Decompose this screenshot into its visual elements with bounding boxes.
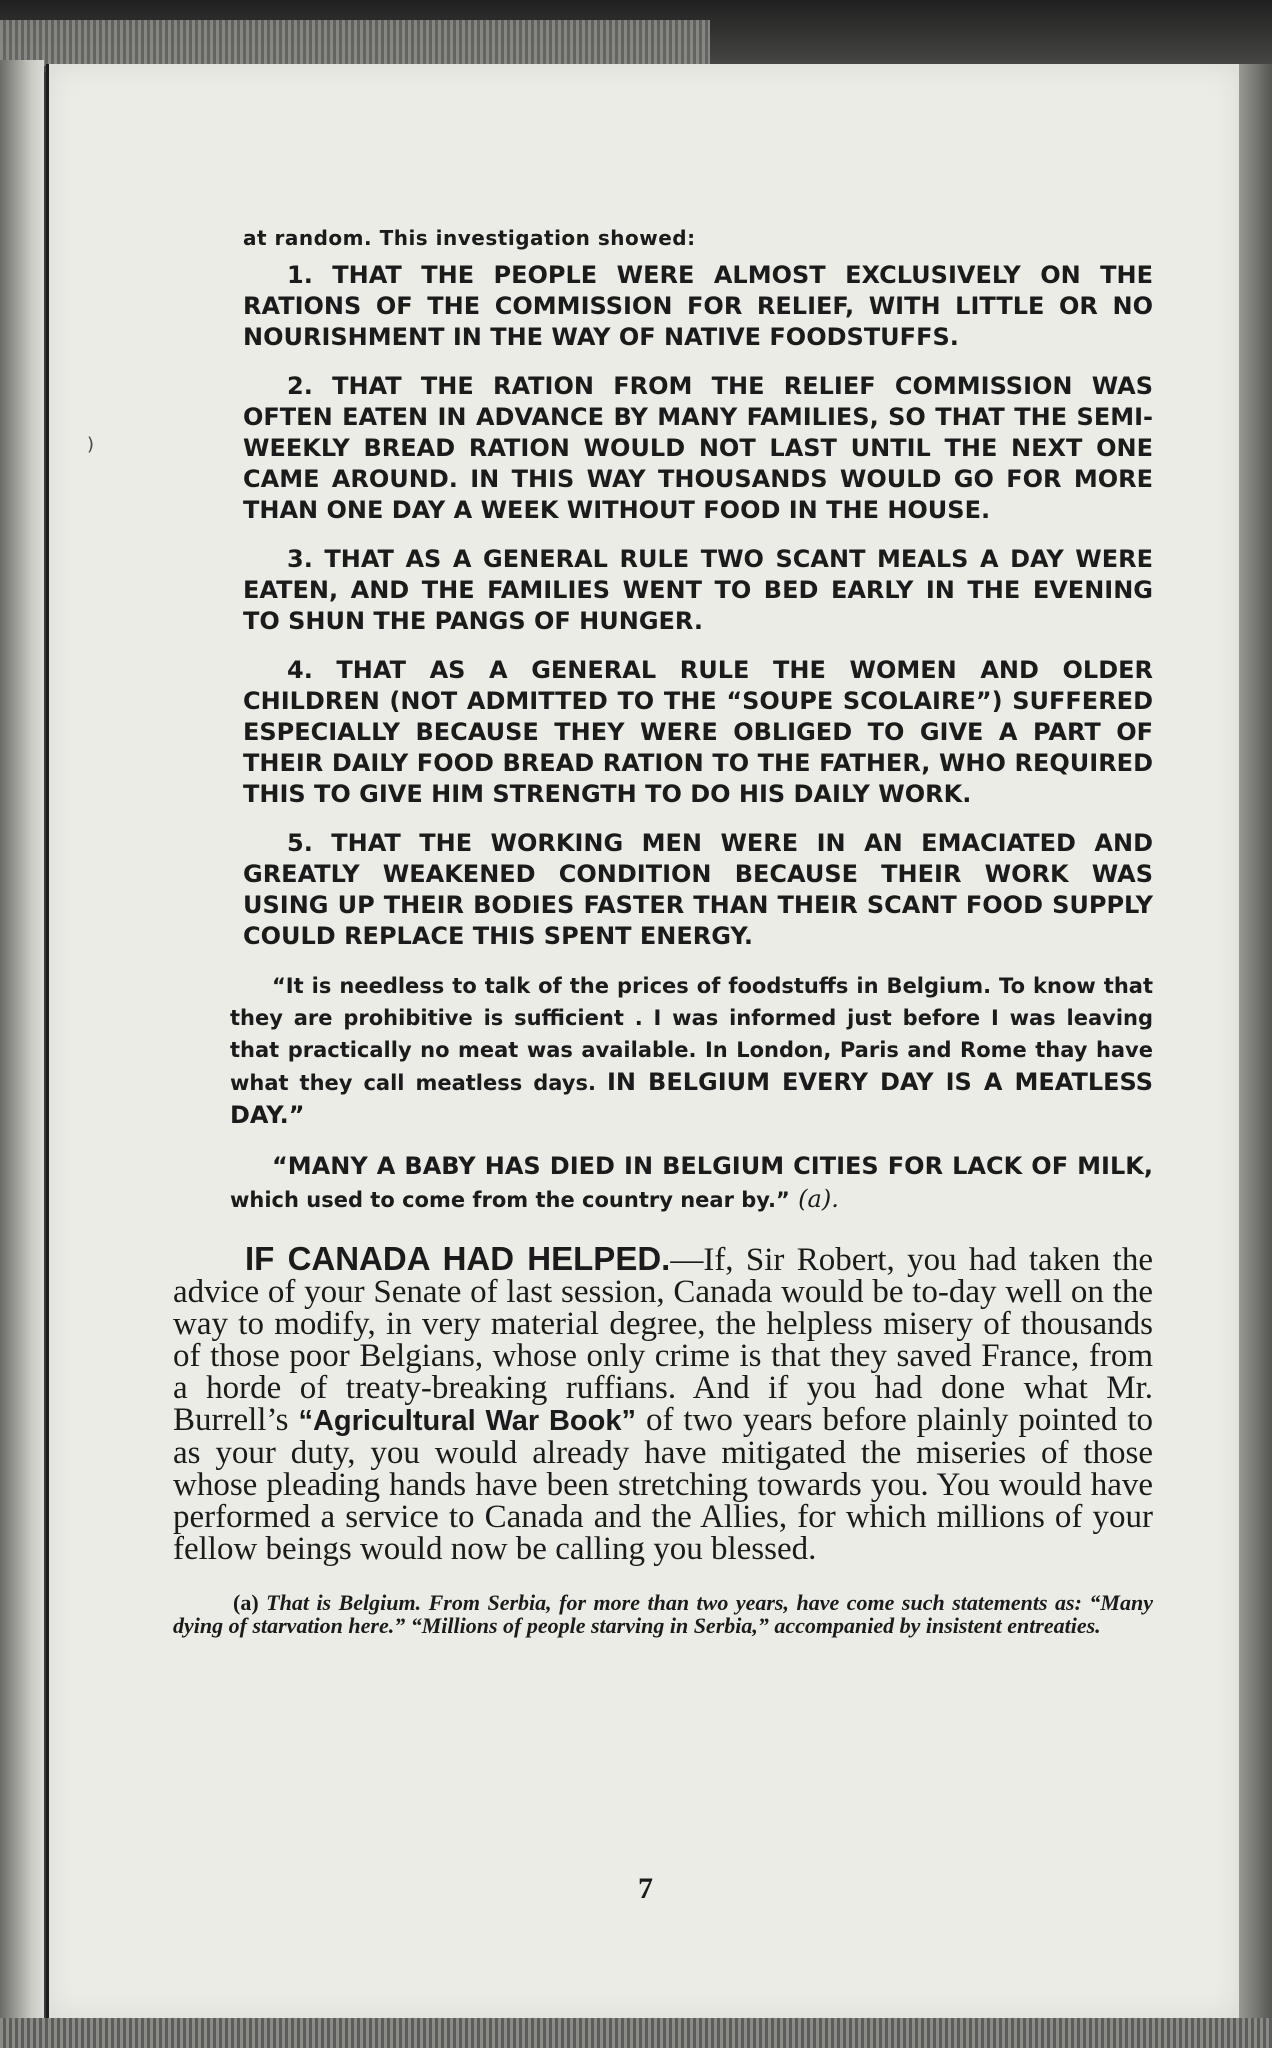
footnote-reference: (a).	[798, 1185, 839, 1213]
finding-item-4: 4. THAT AS A GENERAL RULE THE WOMEN AND OLDER CHILDREN (NOT ADMITTED TO THE “SOUPE SCOLAIRE”) SUFFERED ESPECIALLY BECAUSE THEY WERE OBLIGED TO GIVE A PART OF THEIR DAILY FOOD BREAD RATION TO THE FATHER, WHO REQUIRED THIS TO GIVE HIM STRENGTH TO DO HIS DAILY WORK.	[243, 656, 1153, 808]
finding-item-3: 3. THAT AS A GENERAL RULE TWO SCANT MEALS A DAY WERE EATEN, AND THE FAMILIES WENT TO BED EARLY IN THE EVENING TO SHUN THE PANGS OF HUNGER.	[243, 545, 1153, 635]
scan-bottom-border	[0, 2018, 1272, 2048]
margin-mark: )	[87, 434, 95, 455]
quote-meatless-day: IN BELGIUM EVERY DAY IS A MEATLESS DAY.”	[230, 1068, 1153, 1129]
footnote-text: That is Belgium. From Serbia, for more than two years, have come such statements as: “Many dying of starvation here.” “Millions of people starving in Serbia,” accompanied by insistent entreaties.	[173, 1590, 1153, 1638]
quote-baby-milk-tail: which used to come from the country near by.”	[230, 1188, 790, 1212]
quote-belgium-prices	[230, 970, 1153, 1132]
quote-baby-milk	[230, 1150, 1153, 1217]
finding-item-5: 5. THAT THE WORKING MEN WERE IN AN EMACIATED AND GREATLY WEAKENED CONDITION BECAUSE THEIR WORK WAS USING UP THEIR BODIES FASTER THAN THEIR SCANT FOOD SUPPLY COULD REPLACE THIS SPENT ENERGY.	[243, 829, 1153, 950]
intro-line: at random. This investigation showed:	[243, 226, 696, 250]
finding-item-1: 1. THAT THE PEOPLE WERE ALMOST EXCLUSIVELY ON THE RATIONS OF THE COMMISSION FOR RELIEF, WITH LITTLE OR NO NOURISHMENT IN THE WAY OF NATIVE FOODSTUFFS.	[243, 261, 1153, 351]
finding-item-2: 2. THAT THE RATION FROM THE RELIEF COMMISSION WAS OFTEN EATEN IN ADVANCE BY MANY FAMILIES, SO THAT THE SEMI-WEEKLY BREAD RATION WOULD NOT LAST UNTIL THE NEXT ONE CAME AROUND. IN THIS WAY THOUSANDS WOULD GO FOR MORE THAN ONE DAY A WEEK WITHOUT FOOD IN THE HOUSE.	[243, 372, 1153, 524]
scan-left-binding	[0, 60, 44, 2020]
scan-top-border	[0, 0, 1272, 72]
body-text-part2: of two years before plainly pointed to as your duty, you would already have mitigated the miseries of those whose pleading hands have been stretching towards you. You would have performed a service to Canada and the Allies, for which millions of your fellow beings would now be calling you blessed.	[173, 1402, 1154, 1567]
body-text-part1: —If, Sir Robert, you had taken the advice of your Senate of last session, Canada would be to-day well on the way to modify, in very material degree, the helpless misery of thousands of those poor Belgians, whose only crime is that they saved France, from a horde of treaty-breaking ruffians. And if you had done what Mr. Burrell’s	[173, 1242, 1153, 1438]
scan-right-edge	[1236, 64, 1272, 2018]
section-heading: IF CANADA HAD HELPED.	[245, 1240, 671, 1277]
book-title: “Agricultural War Book”	[298, 1405, 636, 1437]
scan-top-strip	[0, 20, 710, 66]
quote-belgium-prices-text: “It is needless to talk of the prices of foodstuffs in Belgium. To know that they are prohibitive is sufficient . I was informed just before I was leaving that practically no meat was available. In London, Paris and Rome thay have what they call meatless days.	[230, 974, 1153, 1095]
quote-baby-milk-text: “MANY A BABY HAS DIED IN BELGIUM CITIES FOR LACK OF MILK,	[272, 1152, 1153, 1180]
footnote-marker: (a)	[233, 1590, 259, 1615]
page-content	[168, 226, 1153, 1657]
body-paragraph	[173, 1240, 1154, 1567]
page-number: 7	[638, 1872, 653, 1905]
footnote	[173, 1591, 1153, 1637]
